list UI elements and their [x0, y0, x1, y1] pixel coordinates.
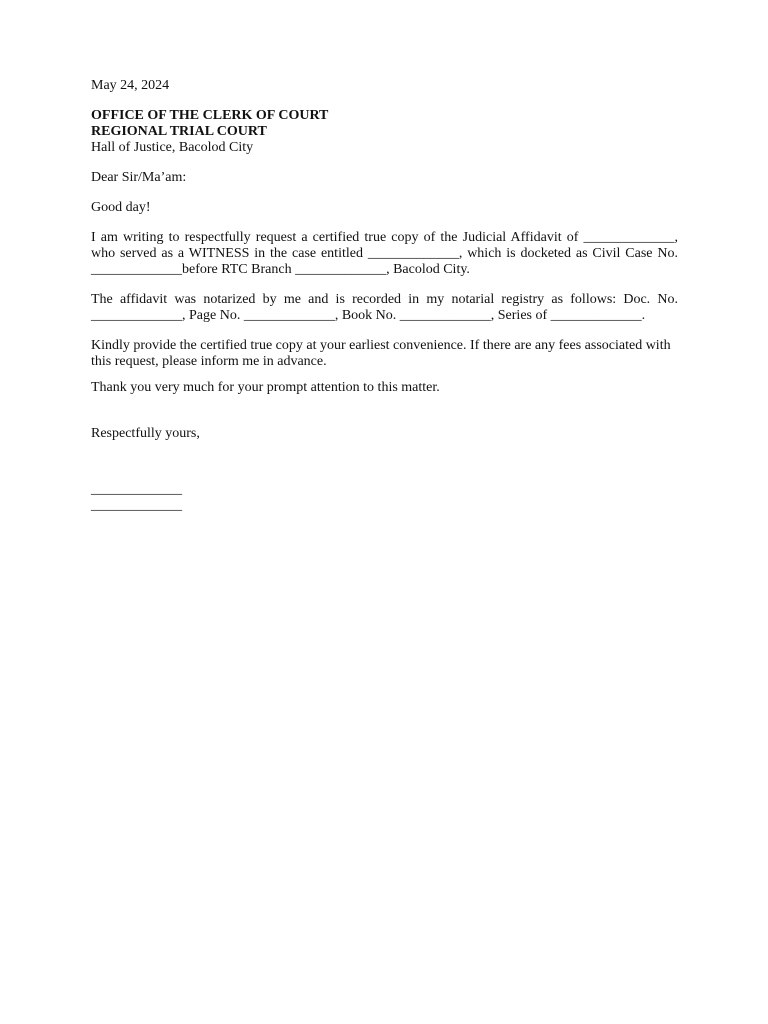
greeting: Good day!: [91, 200, 151, 215]
letter-body: [91, 78, 678, 514]
signature-line-title: _____________: [91, 498, 182, 513]
signature-line-name: _____________: [91, 482, 182, 497]
salutation: Dear Sir/Ma’am:: [91, 170, 187, 185]
addressee-office: OFFICE OF THE CLERK OF COURT: [91, 108, 329, 123]
thanks-paragraph: Thank you very much for your prompt attention to this matter.: [91, 380, 440, 395]
addressee-location: Hall of Justice, Bacolod City: [91, 140, 254, 155]
request-paragraph: I am writing to respectfully request a certified true copy of the Judicial Affidavit of _____________, who served as a WITNESS in the case entitled _____________, which is docketed as Civil Case No. _____________before RTC Branch _____________, Bacolod City.: [91, 230, 678, 277]
addressee-block: [91, 108, 678, 156]
closing: Respectfully yours,: [91, 426, 200, 441]
notarial-registry-paragraph: The affidavit was notarized by me and is recorded in my notarial registry as follows: Doc. No. _____________, Page No. _____________, Book No. _____________, Series of _____________.: [91, 292, 678, 323]
signature-block: [91, 482, 678, 514]
letter-date: May 24, 2024: [91, 78, 170, 93]
addressee-court: REGIONAL TRIAL COURT: [91, 124, 267, 139]
fees-paragraph: Kindly provide the certified true copy at your earliest convenience. If there are any fees associated with this request, please inform me in advance.: [91, 338, 671, 369]
